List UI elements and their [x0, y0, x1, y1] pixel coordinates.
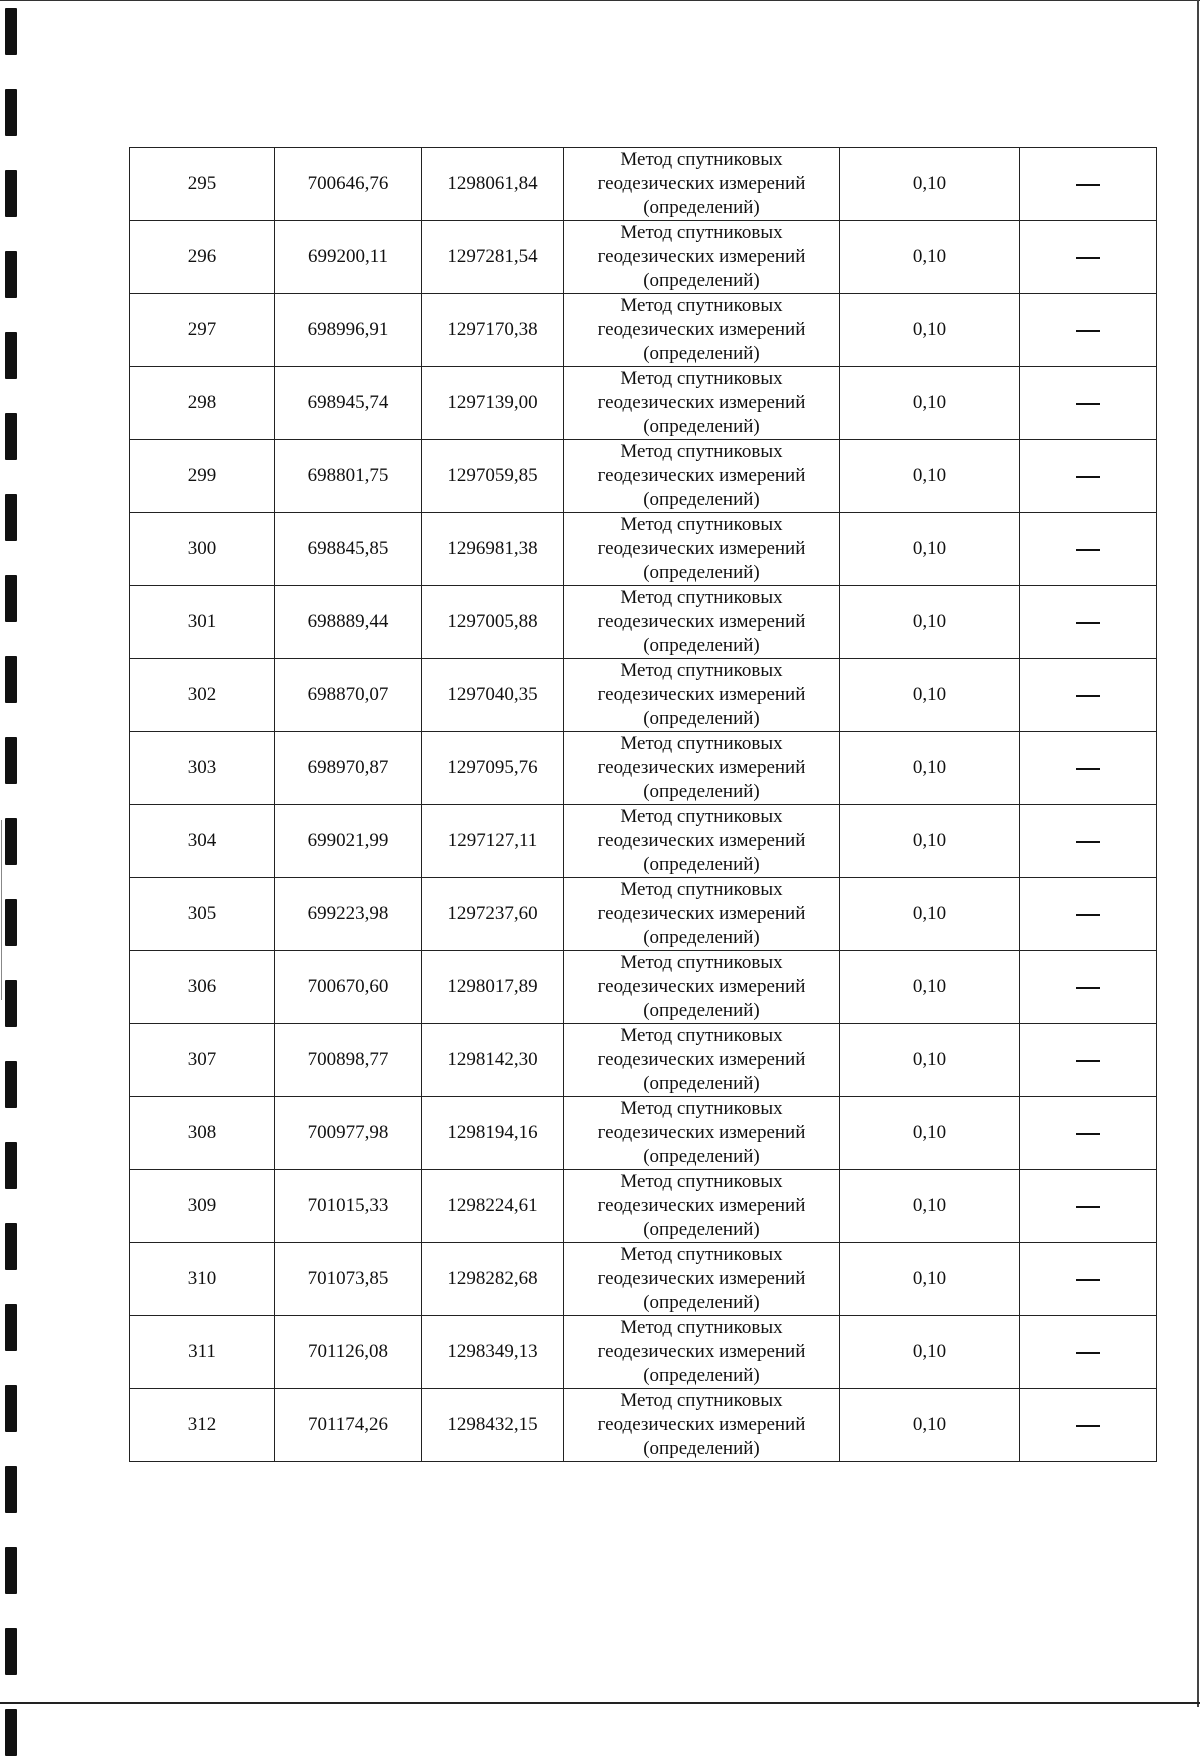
description-cell: [1020, 951, 1157, 1024]
description-cell: [1020, 878, 1157, 951]
y-coordinate-cell: 1297127,11: [422, 805, 564, 878]
method-line: геодезических измерений: [597, 1122, 806, 1143]
dash-mark: [1076, 841, 1100, 843]
coordinates-table: [129, 147, 1157, 1462]
point-number-cell: 303: [130, 732, 275, 805]
accuracy-cell: 0,10: [840, 440, 1020, 513]
point-number-cell: 295: [130, 148, 275, 221]
method-line: геодезических измерений: [597, 976, 806, 997]
x-coordinate-cell: 701073,85: [275, 1243, 422, 1316]
binding-mark: [5, 1223, 17, 1270]
method-cell: [564, 294, 840, 367]
method-line: Метод спутниковых: [620, 952, 783, 973]
description-cell: [1020, 1024, 1157, 1097]
y-coordinate-cell: 1297095,76: [422, 732, 564, 805]
binding-mark: [5, 8, 17, 55]
x-coordinate-cell: 698801,75: [275, 440, 422, 513]
point-number-cell: 310: [130, 1243, 275, 1316]
accuracy-cell: 0,10: [840, 732, 1020, 805]
method-cell: [564, 1243, 840, 1316]
method-line: Метод спутниковых: [620, 733, 783, 754]
y-coordinate-cell: 1298061,84: [422, 148, 564, 221]
y-coordinate-cell: 1298349,13: [422, 1316, 564, 1389]
method-cell: [564, 148, 840, 221]
y-coordinate-cell: 1296981,38: [422, 513, 564, 586]
method-line: Метод спутниковых: [620, 1098, 783, 1119]
description-cell: [1020, 1243, 1157, 1316]
method-line: (определений): [643, 270, 760, 291]
method-line: (определений): [643, 1438, 760, 1459]
method-line: Метод спутниковых: [620, 587, 783, 608]
y-coordinate-cell: 1297040,35: [422, 659, 564, 732]
y-coordinate-cell: 1297237,60: [422, 878, 564, 951]
x-coordinate-cell: 700898,77: [275, 1024, 422, 1097]
method-line: Метод спутниковых: [620, 222, 783, 243]
dash-mark: [1076, 184, 1100, 186]
table-row: [130, 221, 1157, 294]
description-cell: [1020, 1097, 1157, 1170]
description-cell: [1020, 805, 1157, 878]
dash-mark: [1076, 1206, 1100, 1208]
description-cell: [1020, 367, 1157, 440]
table-row: [130, 294, 1157, 367]
accuracy-cell: 0,10: [840, 1316, 1020, 1389]
accuracy-cell: 0,10: [840, 586, 1020, 659]
point-number-cell: 307: [130, 1024, 275, 1097]
accuracy-cell: 0,10: [840, 1389, 1020, 1462]
method-cell: [564, 221, 840, 294]
x-coordinate-cell: 700646,76: [275, 148, 422, 221]
binding-mark: [5, 1142, 17, 1189]
point-number-cell: 301: [130, 586, 275, 659]
binding-mark: [5, 656, 17, 703]
binding-mark: [5, 251, 17, 298]
accuracy-cell: 0,10: [840, 148, 1020, 221]
dash-mark: [1076, 768, 1100, 770]
method-cell: [564, 1316, 840, 1389]
method-cell: [564, 1170, 840, 1243]
point-number-cell: 309: [130, 1170, 275, 1243]
table-row: [130, 1243, 1157, 1316]
binding-mark: [5, 1385, 17, 1432]
method-line: геодезических измерений: [597, 246, 806, 267]
x-coordinate-cell: 701126,08: [275, 1316, 422, 1389]
binding-mark: [5, 1466, 17, 1513]
method-line: Метод спутниковых: [620, 1317, 783, 1338]
binding-mark: [5, 980, 17, 1027]
method-line: Метод спутниковых: [620, 660, 783, 681]
binding-mark: [5, 170, 17, 217]
dash-mark: [1076, 987, 1100, 989]
accuracy-cell: 0,10: [840, 367, 1020, 440]
accuracy-cell: 0,10: [840, 878, 1020, 951]
method-line: Метод спутниковых: [620, 295, 783, 316]
method-cell: [564, 732, 840, 805]
method-line: (определений): [643, 489, 760, 510]
binding-mark: [5, 413, 17, 460]
method-cell: [564, 951, 840, 1024]
page-edge-bottom: [0, 1702, 1200, 1704]
coordinates-table-body: [130, 148, 1157, 1462]
method-line: (определений): [643, 197, 760, 218]
page-edge-left: [1, 820, 2, 1000]
method-line: (определений): [643, 781, 760, 802]
table-row: [130, 1097, 1157, 1170]
point-number-cell: 308: [130, 1097, 275, 1170]
accuracy-cell: 0,10: [840, 805, 1020, 878]
method-line: Метод спутниковых: [620, 368, 783, 389]
method-line: геодезических измерений: [597, 1341, 806, 1362]
binding-mark: [5, 1547, 17, 1594]
description-cell: [1020, 221, 1157, 294]
method-line: геодезических измерений: [597, 1414, 806, 1435]
binding-mark: [5, 899, 17, 946]
dash-mark: [1076, 1352, 1100, 1354]
dash-mark: [1076, 914, 1100, 916]
method-cell: [564, 659, 840, 732]
method-line: геодезических измерений: [597, 465, 806, 486]
description-cell: [1020, 732, 1157, 805]
method-cell: [564, 1024, 840, 1097]
x-coordinate-cell: 698845,85: [275, 513, 422, 586]
dash-mark: [1076, 1425, 1100, 1427]
binding-mark: [5, 1628, 17, 1675]
description-cell: [1020, 659, 1157, 732]
table-row: [130, 1170, 1157, 1243]
y-coordinate-cell: 1298224,61: [422, 1170, 564, 1243]
description-cell: [1020, 513, 1157, 586]
method-cell: [564, 440, 840, 513]
method-line: геодезических измерений: [597, 392, 806, 413]
description-cell: [1020, 294, 1157, 367]
table-row: [130, 1024, 1157, 1097]
accuracy-cell: 0,10: [840, 659, 1020, 732]
table-row: [130, 805, 1157, 878]
point-number-cell: 300: [130, 513, 275, 586]
x-coordinate-cell: 700977,98: [275, 1097, 422, 1170]
method-cell: [564, 805, 840, 878]
x-coordinate-cell: 701174,26: [275, 1389, 422, 1462]
method-line: (определений): [643, 343, 760, 364]
table-row: [130, 659, 1157, 732]
method-line: геодезических измерений: [597, 538, 806, 559]
binding-mark: [5, 737, 17, 784]
method-line: геодезических измерений: [597, 903, 806, 924]
page-edge-right: [1197, 0, 1199, 1707]
method-line: (определений): [643, 1000, 760, 1021]
table-row: [130, 586, 1157, 659]
x-coordinate-cell: 698945,74: [275, 367, 422, 440]
method-line: (определений): [643, 562, 760, 583]
point-number-cell: 312: [130, 1389, 275, 1462]
method-line: геодезических измерений: [597, 319, 806, 340]
y-coordinate-cell: 1297139,00: [422, 367, 564, 440]
table-row: [130, 1389, 1157, 1462]
point-number-cell: 304: [130, 805, 275, 878]
method-line: геодезических измерений: [597, 830, 806, 851]
dash-mark: [1076, 1133, 1100, 1135]
dash-mark: [1076, 695, 1100, 697]
method-line: (определений): [643, 1219, 760, 1240]
point-number-cell: 311: [130, 1316, 275, 1389]
method-line: (определений): [643, 1365, 760, 1386]
x-coordinate-cell: 698996,91: [275, 294, 422, 367]
dash-mark: [1076, 1279, 1100, 1281]
table-row: [130, 878, 1157, 951]
x-coordinate-cell: 699200,11: [275, 221, 422, 294]
y-coordinate-cell: 1298432,15: [422, 1389, 564, 1462]
method-line: (определений): [643, 1146, 760, 1167]
accuracy-cell: 0,10: [840, 1170, 1020, 1243]
accuracy-cell: 0,10: [840, 221, 1020, 294]
method-line: Метод спутниковых: [620, 879, 783, 900]
method-cell: [564, 586, 840, 659]
page-edge-top: [0, 0, 1200, 1]
method-cell: [564, 1097, 840, 1170]
binding-mark: [5, 1304, 17, 1351]
point-number-cell: 297: [130, 294, 275, 367]
method-line: Метод спутниковых: [620, 806, 783, 827]
method-line: Метод спутниковых: [620, 514, 783, 535]
description-cell: [1020, 1316, 1157, 1389]
dash-mark: [1076, 330, 1100, 332]
dash-mark: [1076, 257, 1100, 259]
y-coordinate-cell: 1298282,68: [422, 1243, 564, 1316]
x-coordinate-cell: 700670,60: [275, 951, 422, 1024]
dash-mark: [1076, 403, 1100, 405]
method-line: (определений): [643, 1292, 760, 1313]
method-cell: [564, 878, 840, 951]
method-line: геодезических измерений: [597, 1049, 806, 1070]
accuracy-cell: 0,10: [840, 513, 1020, 586]
method-line: Метод спутниковых: [620, 1025, 783, 1046]
binding-mark: [5, 818, 17, 865]
method-cell: [564, 1389, 840, 1462]
table-row: [130, 732, 1157, 805]
accuracy-cell: 0,10: [840, 1243, 1020, 1316]
method-line: Метод спутниковых: [620, 149, 783, 170]
method-line: геодезических измерений: [597, 1268, 806, 1289]
description-cell: [1020, 148, 1157, 221]
method-line: (определений): [643, 635, 760, 656]
method-line: геодезических измерений: [597, 611, 806, 632]
x-coordinate-cell: 698870,07: [275, 659, 422, 732]
binding-mark: [5, 1709, 17, 1756]
y-coordinate-cell: 1298142,30: [422, 1024, 564, 1097]
table-row: [130, 367, 1157, 440]
binding-mark: [5, 575, 17, 622]
x-coordinate-cell: 698970,87: [275, 732, 422, 805]
description-cell: [1020, 1389, 1157, 1462]
method-line: Метод спутниковых: [620, 441, 783, 462]
binding-mark: [5, 332, 17, 379]
y-coordinate-cell: 1298194,16: [422, 1097, 564, 1170]
point-number-cell: 306: [130, 951, 275, 1024]
y-coordinate-cell: 1297281,54: [422, 221, 564, 294]
method-line: (определений): [643, 854, 760, 875]
binding-mark: [5, 89, 17, 136]
dash-mark: [1076, 622, 1100, 624]
accuracy-cell: 0,10: [840, 294, 1020, 367]
dash-mark: [1076, 549, 1100, 551]
method-cell: [564, 513, 840, 586]
binding-mark: [5, 494, 17, 541]
table-row: [130, 513, 1157, 586]
y-coordinate-cell: 1297170,38: [422, 294, 564, 367]
y-coordinate-cell: 1298017,89: [422, 951, 564, 1024]
method-line: Метод спутниковых: [620, 1244, 783, 1265]
binding-mark: [5, 1061, 17, 1108]
point-number-cell: 305: [130, 878, 275, 951]
y-coordinate-cell: 1297005,88: [422, 586, 564, 659]
point-number-cell: 302: [130, 659, 275, 732]
method-line: (определений): [643, 927, 760, 948]
description-cell: [1020, 1170, 1157, 1243]
method-line: (определений): [643, 1073, 760, 1094]
method-line: геодезических измерений: [597, 173, 806, 194]
method-line: (определений): [643, 708, 760, 729]
x-coordinate-cell: 699223,98: [275, 878, 422, 951]
x-coordinate-cell: 698889,44: [275, 586, 422, 659]
method-line: геодезических измерений: [597, 757, 806, 778]
accuracy-cell: 0,10: [840, 1024, 1020, 1097]
description-cell: [1020, 586, 1157, 659]
table-row: [130, 148, 1157, 221]
dash-mark: [1076, 476, 1100, 478]
x-coordinate-cell: 701015,33: [275, 1170, 422, 1243]
method-line: геодезических измерений: [597, 1195, 806, 1216]
point-number-cell: 296: [130, 221, 275, 294]
point-number-cell: 299: [130, 440, 275, 513]
method-line: Метод спутниковых: [620, 1171, 783, 1192]
table-row: [130, 440, 1157, 513]
y-coordinate-cell: 1297059,85: [422, 440, 564, 513]
description-cell: [1020, 440, 1157, 513]
method-cell: [564, 367, 840, 440]
table-row: [130, 951, 1157, 1024]
x-coordinate-cell: 699021,99: [275, 805, 422, 878]
accuracy-cell: 0,10: [840, 951, 1020, 1024]
accuracy-cell: 0,10: [840, 1097, 1020, 1170]
method-line: (определений): [643, 416, 760, 437]
dash-mark: [1076, 1060, 1100, 1062]
table-row: [130, 1316, 1157, 1389]
point-number-cell: 298: [130, 367, 275, 440]
method-line: Метод спутниковых: [620, 1390, 783, 1411]
method-line: геодезических измерений: [597, 684, 806, 705]
